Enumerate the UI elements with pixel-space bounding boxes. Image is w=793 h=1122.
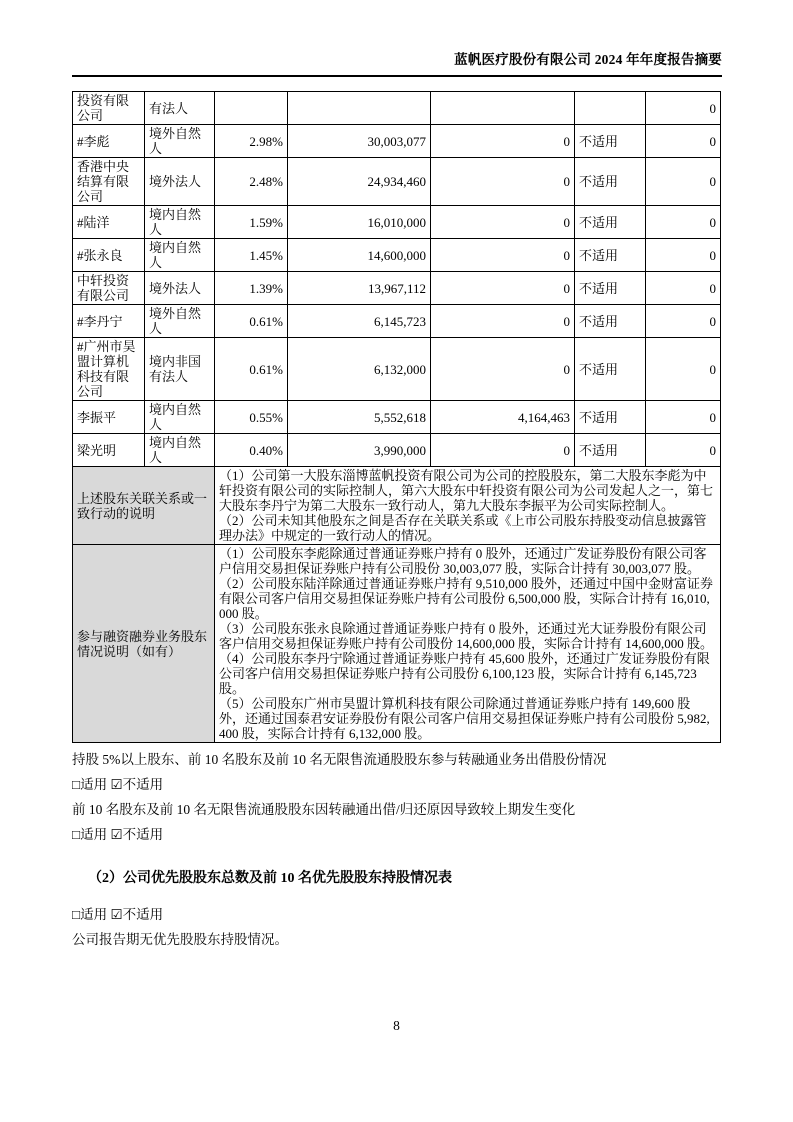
- checkbox-checked-not-applicable: ☑不适用: [110, 777, 164, 792]
- shareholder-table: [72, 91, 721, 743]
- change-checkbox-line: [72, 827, 722, 842]
- pledge-status-cell: 不适用: [575, 239, 646, 272]
- header-rule: [72, 75, 722, 77]
- pledge-qty-cell: 0: [646, 272, 721, 305]
- shareholder-name-cell: 梁光明: [73, 434, 145, 467]
- table-row: [73, 239, 721, 272]
- shareholder-nature-cell: 境内自然人: [145, 206, 215, 239]
- pledge-qty-cell: 0: [646, 92, 721, 125]
- restricted-shares-cell: 0: [431, 206, 575, 239]
- relation-note-row: [73, 467, 721, 545]
- shareholder-name-cell: #陆洋: [73, 206, 145, 239]
- restricted-shares-cell: 0: [431, 434, 575, 467]
- shareholding-pct-cell: 0.55%: [215, 401, 288, 434]
- shareholder-nature-cell: 境内自然人: [145, 401, 215, 434]
- table-row: [73, 434, 721, 467]
- shareholding-pct-cell: 0.61%: [215, 305, 288, 338]
- shares-held-cell: 3,990,000: [288, 434, 431, 467]
- restricted-shares-cell: 4,164,463: [431, 401, 575, 434]
- shareholding-pct-cell: 2.48%: [215, 158, 288, 206]
- restricted-shares-cell: 0: [431, 125, 575, 158]
- restricted-shares-cell: 0: [431, 338, 575, 401]
- pledge-status-cell: 不适用: [575, 206, 646, 239]
- relation-note-body: [215, 467, 721, 545]
- shareholding-pct-cell: 2.98%: [215, 125, 288, 158]
- shareholder-nature-cell: 境外自然人: [145, 125, 215, 158]
- table-row: [73, 338, 721, 401]
- shareholder-rows: [73, 92, 721, 467]
- shares-held-cell: [288, 92, 431, 125]
- margin-trading-paragraph: （5）公司股东广州市昊盟计算机科技有限公司除通过普通证券账户持有 149,600 股外，还通过国泰君安证券股份有限公司客户信用交易担保证券账户持有公司股份 5,982,400 股，实际合计持有 6,132,000 股。: [219, 696, 710, 741]
- margin-trading-paragraph: （4）公司股东李丹宁除通过普通证券账户持有 45,600 股外，还通过广发证券股份有限公司客户信用交易担保证券账户持有公司股份 6,100,123 股，实际合计持有 6,145,723 股。: [219, 651, 710, 696]
- shares-held-cell: 24,934,460: [288, 158, 431, 206]
- shareholder-nature-cell: 境内自然人: [145, 434, 215, 467]
- preferred-shareholders-heading: （2）公司优先股股东总数及前 10 名优先股股东持股情况表: [88, 871, 452, 886]
- margin-trading-note-label: 参与融资融券业务股东情况说明（如有）: [73, 545, 215, 743]
- shareholding-pct-cell: [215, 92, 288, 125]
- shareholder-nature-cell: 境外自然人: [145, 305, 215, 338]
- checkbox-unchecked-applicable: □适用: [72, 907, 108, 922]
- page-number: 8: [393, 1018, 400, 1033]
- pledge-qty-cell: 0: [646, 239, 721, 272]
- shares-held-cell: 5,552,618: [288, 401, 431, 434]
- shareholder-name-cell: 香港中央结算有限公司: [73, 158, 145, 206]
- margin-trading-paragraph: （2）公司股东陆洋除通过普通证券账户持有 9,510,000 股外，还通过中国中金财富证券有限公司客户信用交易担保证券账户持有公司股份 6,500,000 股，实际合计持有 16,010,000 股。: [219, 576, 714, 621]
- pledge-qty-cell: 0: [646, 125, 721, 158]
- checkbox-checked-not-applicable: ☑不适用: [110, 827, 164, 842]
- shares-held-cell: 6,132,000: [288, 338, 431, 401]
- margin-trading-paragraph: （1）公司股东李彪除通过普通证券账户持有 0 股外，还通过广发证券股份有限公司客户信用交易担保证券账户持有公司股份 30,003,077 股，实际合计持有 30,003,077 股。: [219, 546, 707, 576]
- page-content: [72, 0, 722, 947]
- pledge-qty-cell: 0: [646, 338, 721, 401]
- restricted-shares-cell: 0: [431, 239, 575, 272]
- shareholder-nature-cell: 境内非国有法人: [145, 338, 215, 401]
- shareholding-pct-cell: 0.61%: [215, 338, 288, 401]
- shareholder-name-cell: #李彪: [73, 125, 145, 158]
- shareholder-name-cell: 中轩投资有限公司: [73, 272, 145, 305]
- lending-checkbox-line: [72, 777, 722, 792]
- shareholding-pct-cell: 1.39%: [215, 272, 288, 305]
- relation-note-label: 上述股东关联关系或一致行动的说明: [73, 467, 215, 545]
- pledge-qty-cell: 0: [646, 158, 721, 206]
- pledge-qty-cell: 0: [646, 206, 721, 239]
- shareholding-pct-cell: 1.59%: [215, 206, 288, 239]
- table-row: [73, 158, 721, 206]
- restricted-shares-cell: 0: [431, 305, 575, 338]
- restricted-shares-cell: 0: [431, 272, 575, 305]
- margin-trading-note-row: [73, 545, 721, 743]
- shareholding-pct-cell: 1.45%: [215, 239, 288, 272]
- shareholder-nature-cell: 境外法人: [145, 158, 215, 206]
- pledge-qty-cell: 0: [646, 434, 721, 467]
- pledge-status-cell: 不适用: [575, 338, 646, 401]
- shares-held-cell: 16,010,000: [288, 206, 431, 239]
- shareholder-name-cell: #广州市昊盟计算机科技有限公司: [73, 338, 145, 401]
- pledge-status-cell: 不适用: [575, 434, 646, 467]
- checkbox-unchecked-applicable: □适用: [72, 827, 108, 842]
- preferred-checkbox-line: [72, 907, 722, 922]
- margin-trading-paragraph: （3）公司股东张永良除通过普通证券账户持有 0 股外，还通过光大证券股份有限公司客户信用交易担保证券账户持有公司股份 14,600,000 股，实际合计持有 14,600,000 股。: [219, 621, 714, 651]
- page-header: [72, 0, 722, 68]
- shareholding-pct-cell: 0.40%: [215, 434, 288, 467]
- shares-held-cell: 6,145,723: [288, 305, 431, 338]
- shareholder-nature-cell: 境外法人: [145, 272, 215, 305]
- table-row: [73, 206, 721, 239]
- pledge-status-cell: [575, 92, 646, 125]
- table-row: [73, 401, 721, 434]
- margin-trading-note-body: [215, 545, 721, 743]
- shareholder-name-cell: 投资有限公司: [73, 92, 145, 125]
- change-statement: 前 10 名股东及前 10 名无限售流通股股东因转融通出借/归还原因导致较上期发生变化: [72, 802, 576, 817]
- shares-held-cell: 14,600,000: [288, 239, 431, 272]
- table-row: [73, 305, 721, 338]
- pledge-status-cell: 不适用: [575, 125, 646, 158]
- relation-note-paragraph: （1）公司第一大股东淄博蓝帆投资有限公司为公司的控股股东，第二大股东李彪为中轩投资有限公司的实际控制人，第六大股东中轩投资有限公司为公司发起人之一，第七大股东李丹宁为第二大股东一致行动人，第九大股东李振平为公司实际控制人。: [219, 468, 714, 513]
- pledge-status-cell: 不适用: [575, 305, 646, 338]
- shareholder-name-cell: #李丹宁: [73, 305, 145, 338]
- checkbox-checked-not-applicable: ☑不适用: [110, 907, 164, 922]
- shareholder-nature-cell: 境内自然人: [145, 239, 215, 272]
- pledge-qty-cell: 0: [646, 401, 721, 434]
- preferred-note: 公司报告期无优先股股东持股情况。: [72, 932, 288, 947]
- pledge-status-cell: 不适用: [575, 272, 646, 305]
- header-title: 蓝帆医疗股份有限公司 2024 年年度报告摘要: [454, 52, 722, 67]
- restricted-shares-cell: [431, 92, 575, 125]
- pledge-status-cell: 不适用: [575, 158, 646, 206]
- table-row: [73, 125, 721, 158]
- relation-note-paragraph: （2）公司未知其他股东之间是否存在关联关系或《上市公司股东持股变动信息披露管理办法》中规定的一致行动人的情况。: [219, 513, 707, 543]
- checkbox-unchecked-applicable: □适用: [72, 777, 108, 792]
- shareholder-name-cell: 李振平: [73, 401, 145, 434]
- table-row: [73, 92, 721, 125]
- restricted-shares-cell: 0: [431, 158, 575, 206]
- lending-statement: 持股 5%以上股东、前 10 名股东及前 10 名无限售流通股股东参与转融通业务出借股份情况: [72, 752, 607, 767]
- shareholder-name-cell: #张永良: [73, 239, 145, 272]
- shares-held-cell: 13,967,112: [288, 272, 431, 305]
- shareholder-note-rows: [73, 467, 721, 743]
- table-row: [73, 272, 721, 305]
- pledge-qty-cell: 0: [646, 305, 721, 338]
- pledge-status-cell: 不适用: [575, 401, 646, 434]
- shares-held-cell: 30,003,077: [288, 125, 431, 158]
- shareholder-nature-cell: 有法人: [145, 92, 215, 125]
